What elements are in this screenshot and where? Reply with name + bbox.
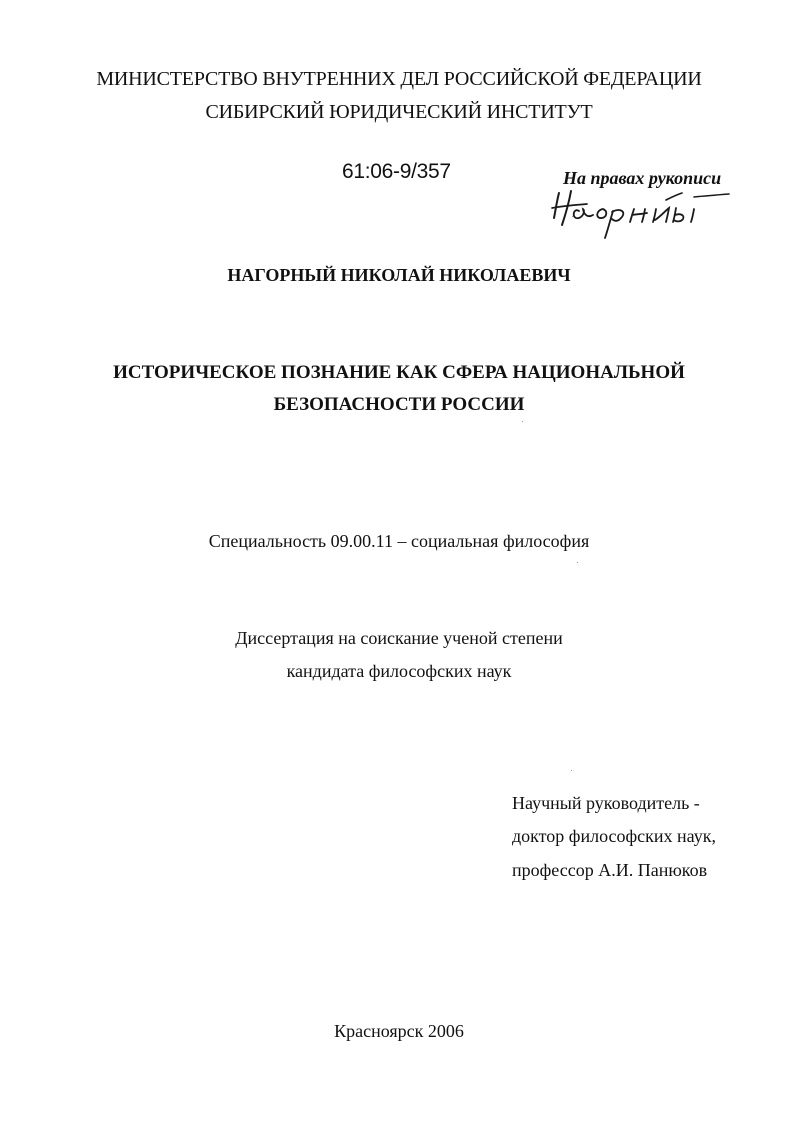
handwritten-signature — [548, 184, 738, 242]
supervisor-line-2: доктор философских наук, — [512, 826, 716, 846]
supervisor-line-1: Научный руководитель - — [512, 793, 700, 813]
author-name: НАГОРНЫЙ НИКОЛАЙ НИКОЛАЕВИЧ — [227, 265, 571, 285]
scan-speck — [571, 770, 572, 771]
degree-line-1: Диссертация на соискание ученой степени — [235, 628, 563, 648]
scan-speck — [572, 216, 573, 217]
dissertation-title-line-2: БЕЗОПАСНОСТИ РОССИИ — [273, 394, 525, 415]
manuscript-rights-label: На правах рукописи — [563, 168, 722, 188]
ministry-heading: МИНИСТЕРСТВО ВНУТРЕННИХ ДЕЛ РОССИЙСКОЙ ФЕДЕРАЦИИ — [96, 68, 702, 90]
institute-heading: СИБИРСКИЙ ЮРИДИЧЕСКИЙ ИНСТИТУТ — [205, 101, 593, 123]
scan-speck — [577, 562, 578, 563]
supervisor-line-3: профессор А.И. Панюков — [512, 860, 708, 880]
degree-line-2: кандидата философских наук — [286, 661, 512, 681]
scan-speck — [522, 421, 523, 422]
library-code: 61:06-9/357 — [342, 160, 451, 183]
city-year: Красноярск 2006 — [334, 1021, 464, 1041]
specialty-line: Специальность 09.00.11 – социальная философия — [208, 531, 590, 551]
dissertation-title-line-1: ИСТОРИЧЕСКОЕ ПОЗНАНИЕ КАК СФЕРА НАЦИОНАЛЬНОЙ — [113, 362, 685, 383]
